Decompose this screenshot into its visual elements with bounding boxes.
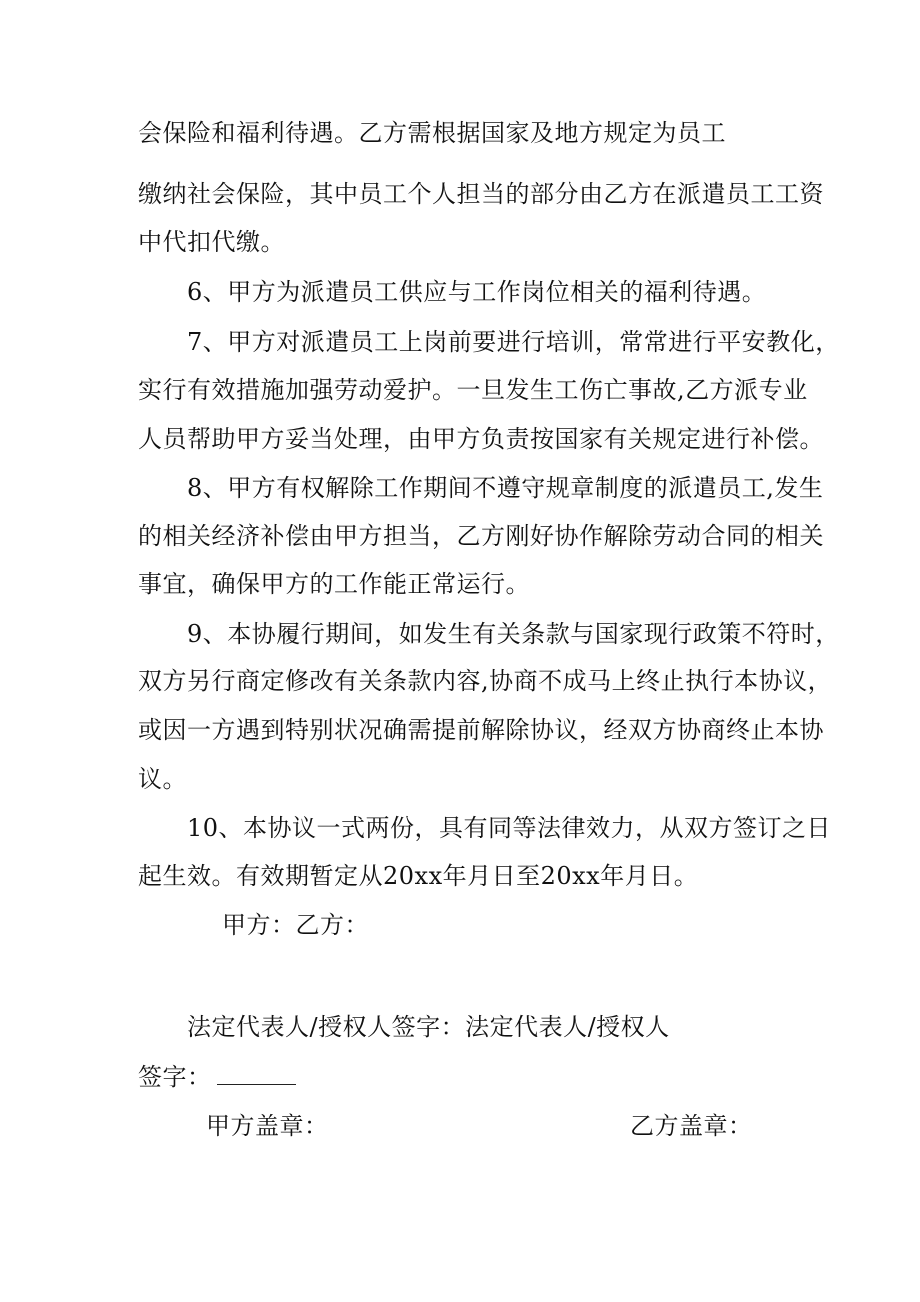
clause-8: 8、甲方有权解除工作期间不遵守规章制度的派遣员工,发生 [187, 474, 824, 502]
clause-6: 6、甲方为派遣员工供应与工作岗位相关的福利待遇。 [187, 278, 767, 306]
text-line: 起生效。有效期暂定从20xx年月日至20xx年月日。 [138, 862, 699, 890]
text-line: 或因一方遇到特别状况确需提前解除协议，经双方协商终止本协 [138, 716, 824, 744]
text-line: 的相关经济补偿由甲方担当，乙方刚好协作解除劳动合同的相关 [138, 522, 824, 550]
clause-9: 9、本协履行期间，如发生有关条款与国家现行政策不符时， [187, 620, 840, 648]
signature-blank [217, 1084, 296, 1085]
text-line: 事宜，确保甲方的工作能正常运行。 [138, 570, 530, 598]
party-a-seal: 甲方盖章： [206, 1112, 329, 1140]
text-line: 双方另行商定修改有关条款内容,协商不成马上终止执行本协议， [138, 667, 833, 695]
text-line: 人员帮助甲方妥当处理，由甲方负责按国家有关规定进行补偿。 [138, 425, 824, 453]
signature-parties: 甲方：乙方： [222, 911, 369, 939]
sign-label: 签字： [138, 1063, 212, 1091]
clause-7: 7、甲方对派遣员工上岗前要进行培训，常常进行平安教化， [187, 328, 840, 356]
text-line: 缴纳社会保险，其中员工个人担当的部分由乙方在派遣员工工资 [138, 180, 824, 208]
text-line: 会保险和福利待遇。乙方需根据国家及地方规定为员工 [138, 119, 726, 147]
representative-signature: 法定代表人/授权人签字：法定代表人/授权人 [187, 1013, 670, 1041]
text-line: 议。 [138, 765, 187, 793]
text-line: 实行有效措施加强劳动爱护。一旦发生工伤亡事故,乙方派专业 [138, 376, 808, 404]
party-b-seal: 乙方盖章： [630, 1112, 753, 1140]
clause-10: 10、本协议一式两份，具有同等法律效力，从双方签订之日 [187, 814, 832, 842]
text-line: 中代扣代缴。 [138, 228, 285, 256]
